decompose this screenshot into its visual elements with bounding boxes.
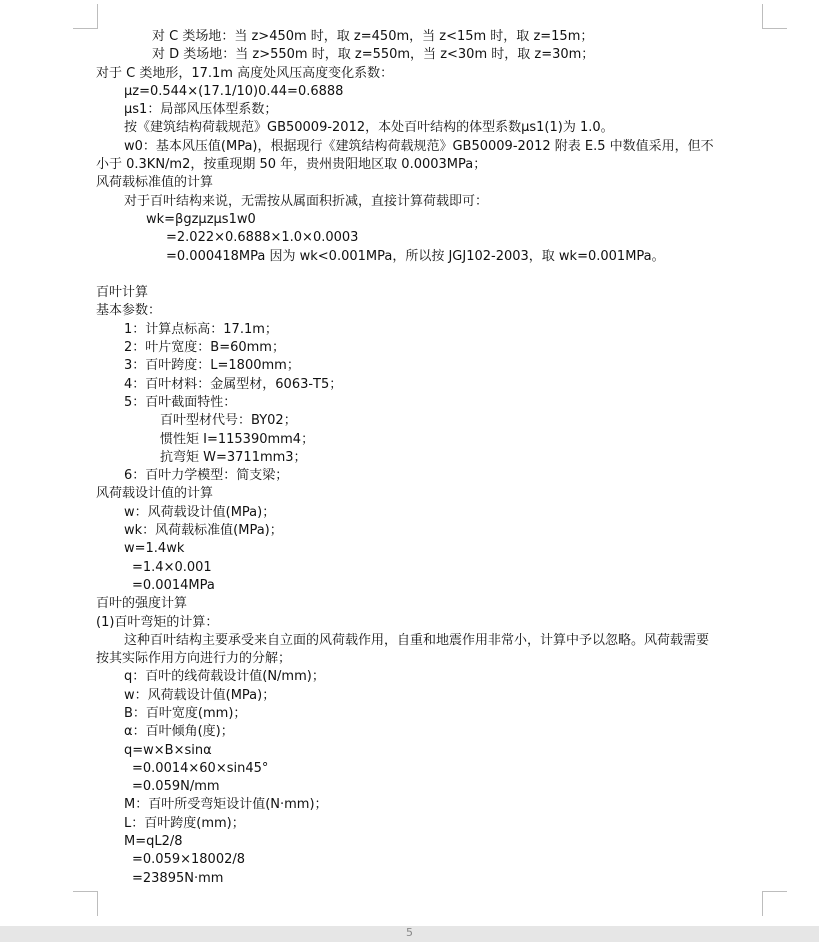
text-line: =2.022×0.6888×1.0×0.0003 (166, 230, 359, 246)
text-line: 基本参数： (96, 303, 162, 319)
text-line: wk：风荷载标准值(MPa)； (124, 523, 283, 539)
text-line: w：风荷载设计值(MPa)； (124, 687, 276, 703)
text-line: wk=βgzμzμs1w0 (146, 211, 256, 227)
document-body (96, 28, 760, 888)
text-line: 1：计算点标高：17.1m； (124, 321, 278, 337)
text-line: 4：百叶材料：金属型材，6063-T5； (124, 376, 343, 392)
text-line: 6：百叶力学模型：简支梁； (124, 468, 289, 484)
text-line: =0.0014MPa (132, 577, 215, 593)
text-line: M=qL2/8 (124, 834, 183, 850)
text-line: 百叶的强度计算 (96, 596, 188, 612)
text-line: q：百叶的线荷载设计值(N/mm)； (124, 669, 325, 685)
text-line: =23895N·mm (132, 870, 224, 886)
text-line: q=w×B×sinα (124, 742, 212, 758)
text-line: 按《建筑结构荷载规范》GB50009-2012，本处百叶结构的体型系数μs1(1)为 1.0。 (124, 120, 614, 136)
text-line: 5：百叶截面特性： (124, 394, 237, 410)
text-line: =0.059N/mm (132, 779, 220, 795)
text-line: w：风荷载设计值(MPa)； (124, 504, 276, 520)
text-line: 对 D 类场地：当 z>550m 时，取 z=550m，当 z<30m 时，取 z=30m； (152, 47, 595, 63)
corner-mark-top-left (73, 4, 98, 29)
text-line: 这种百叶结构主要承受来自立面的风荷载作用，自重和地震作用非常小，计算中予以忽略。风荷载需要 (124, 632, 710, 648)
text-line: B：百叶宽度(mm)； (124, 705, 247, 721)
text-line: 惯性矩 I=115390mm4； (160, 431, 315, 447)
page-number: 5 (406, 926, 413, 939)
text-line: μz=0.544×(17.1/10)0.44=0.6888 (124, 83, 344, 99)
text-line: 抗弯矩 W=3711mm3； (160, 449, 307, 465)
text-line: w0：基本风压值(MPa)，根据现行《建筑结构荷载规范》GB50009-2012 附表 E.5 中数值采用，但不 (124, 138, 714, 154)
text-line: μs1：局部风压体型系数； (124, 102, 278, 118)
text-line: 3：百叶跨度：L=1800mm； (124, 358, 300, 374)
corner-mark-bottom-left (73, 891, 98, 916)
text-line: 百叶型材代号：BY02； (160, 413, 297, 429)
text-line: 2：叶片宽度：B=60mm； (124, 340, 285, 356)
text-line: =0.059×18002/8 (132, 852, 246, 868)
text-line: 风荷载标准值的计算 (96, 175, 214, 191)
text-line: =0.000418MPa 因为 wk<0.001MPa，所以按 JGJ102-2003，取 wk=0.001MPa。 (166, 248, 665, 264)
text-line: w=1.4wk (124, 541, 185, 557)
text-line: 对于 C 类地形，17.1m 高度处风压高度变化系数： (96, 65, 394, 81)
text-line: 按其实际作用方向进行力的分解； (96, 651, 292, 667)
text-line: 对 C 类场地：当 z>450m 时，取 z=450m，当 z<15m 时，取 z=15m； (152, 29, 594, 44)
text-line: α：百叶倾角(度)； (124, 724, 234, 740)
text-line: =1.4×0.001 (132, 559, 212, 575)
corner-mark-top-right (762, 4, 787, 29)
text-line: 百叶计算 (96, 285, 149, 301)
corner-mark-bottom-right (762, 891, 787, 916)
text-line: L：百叶跨度(mm)； (124, 815, 245, 831)
text-line: 风荷载设计值的计算 (96, 486, 214, 502)
blank-line (96, 266, 760, 284)
text-line: 对于百叶结构来说，无需按从属面积折减，直接计算荷载即可： (124, 193, 489, 209)
text-line: 小于 0.3KN/m2，按重现期 50 年，贵州贵阳地区取 0.0003MPa； (96, 157, 487, 173)
text-line: =0.0014×60×sin45° (132, 760, 269, 776)
text-line: M：百叶所受弯矩设计值(N·mm)； (124, 797, 328, 813)
text-line: (1)百叶弯矩的计算： (96, 614, 219, 630)
